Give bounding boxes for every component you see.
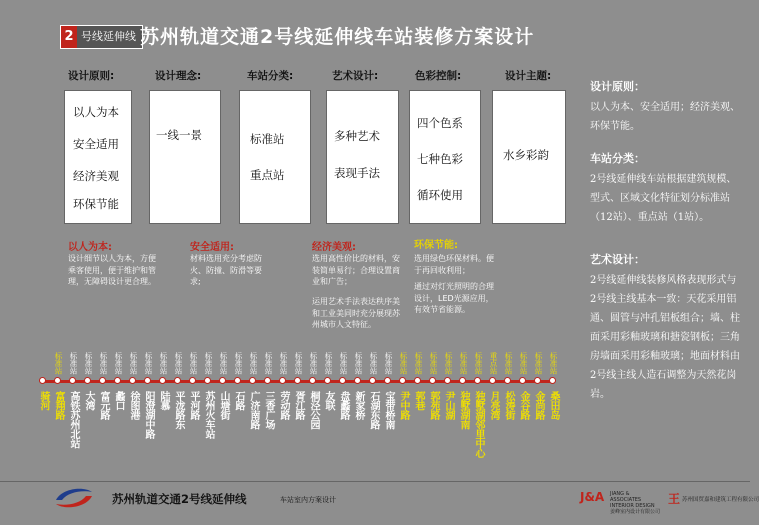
stop-type-label: 标准站 xyxy=(429,352,438,375)
box-item: 标准站 xyxy=(250,132,285,146)
note-title-eco: 环保节能: xyxy=(414,240,458,251)
stop-dot xyxy=(159,377,166,384)
stop-type-label: 标准站 xyxy=(84,352,93,375)
stop-dot xyxy=(339,377,346,384)
stop-type-label: 标准站 xyxy=(549,352,558,375)
category-label-theme: 设计主题: xyxy=(505,70,552,82)
stop-name: 新家桥 xyxy=(353,391,364,420)
stop-name: 月亮湾 xyxy=(488,391,499,420)
stop-type-label: 标准站 xyxy=(174,352,183,375)
stop-name: 石路 xyxy=(233,391,244,410)
stop-dot xyxy=(324,377,331,384)
stop-name: 郭苑路 xyxy=(428,391,439,420)
stop-type-label: 标准站 xyxy=(264,352,273,375)
stop-dot xyxy=(309,377,316,384)
stop-dot xyxy=(129,377,136,384)
note-title-people: 以人为本: xyxy=(68,242,112,253)
stop-name: 胥江路 xyxy=(293,391,304,420)
stop-type-label: 标准站 xyxy=(294,352,303,375)
stop-type-label: 标准站 xyxy=(384,352,393,375)
stop-dot xyxy=(99,377,106,384)
stop-dot xyxy=(219,377,226,384)
note-text-safety: 材料选用充分考虑防火、防撞、防滑等要求; xyxy=(190,254,262,286)
box-item: 环保节能 xyxy=(73,197,119,211)
category-label-classification: 车站分类: xyxy=(247,70,294,82)
stop-name: 三香广场 xyxy=(263,391,274,429)
stop-dot xyxy=(459,377,466,384)
box-item: 经济美观 xyxy=(73,169,119,183)
stop-type-label: 标准站 xyxy=(219,352,228,375)
stop-name: 宝带桥南 xyxy=(383,391,394,429)
metro-logo-icon xyxy=(52,486,96,510)
stop-dot xyxy=(279,377,286,384)
note-text-economy-2: 运用艺术手法表达秩序美和工业美同时充分展现苏州城市人文特征。 xyxy=(312,297,400,329)
note-text-eco: 选用绿色环保材料。便于再回收利用； xyxy=(414,254,494,275)
note-title-economy: 经济美观: xyxy=(312,242,356,253)
stop-type-label: 标准站 xyxy=(69,352,78,375)
stop-dot xyxy=(489,377,496,384)
stop-name: 劳动路 xyxy=(278,391,289,420)
box-art xyxy=(326,90,399,224)
right-text-classification: 2号线延伸线车站根据建筑规模、型式、区域文化特征划分标准站（12站）、重点站（1站）。 xyxy=(590,174,737,223)
note-text-economy: 选用高性价比的材料，安装简单易行；合理设置商业和广告； xyxy=(312,254,400,286)
stop-type-label: 标准站 xyxy=(189,352,198,375)
box-item: 重点站 xyxy=(250,168,285,182)
note-text-people: 设计细节以人为本，方便乘客使用，便于维护和管理，无障碍设计更合理。 xyxy=(68,254,156,286)
gm-logo-text: 苏州国贸嘉和建筑工程有限公司 xyxy=(682,497,759,503)
stop-name: 富翔路 xyxy=(53,391,64,420)
stop-type-label: 标准站 xyxy=(249,352,258,375)
stop-name: 金尚路 xyxy=(533,391,544,420)
stop-name: 蠡口 xyxy=(113,391,124,410)
stop-dot xyxy=(189,377,196,384)
stop-name: 桑田岛 xyxy=(548,391,559,420)
stop-name: 大湾 xyxy=(83,391,94,410)
stop-type-label: 标准站 xyxy=(159,352,168,375)
stop-type-label: 标准站 xyxy=(459,352,468,375)
stop-name: 阳澄湖中路 xyxy=(143,391,154,439)
stop-dot xyxy=(504,377,511,384)
category-label-color: 色彩控制: xyxy=(415,70,462,82)
stop-type-label: 标准站 xyxy=(414,352,423,375)
stop-dot xyxy=(54,377,61,384)
stop-name: 山塘街 xyxy=(218,391,229,420)
stop-dot xyxy=(174,377,181,384)
line-badge xyxy=(60,25,143,49)
stop-type-label: 标准站 xyxy=(144,352,153,375)
right-text-art: 2号线延伸线装修风格表现形式与2号线主线基本一致：天花采用铝通、圆管与冲孔铝板组合；墙、柱面采用彩釉玻璃和搪瓷钢板；三角房墙面采用彩釉玻璃；地面材料由2号线主线人造石调整为天然花岗岩。 xyxy=(590,275,740,400)
box-principle xyxy=(64,90,132,224)
stop-type-label: 标准站 xyxy=(234,352,243,375)
right-heading-principle: 设计原则： xyxy=(590,80,645,93)
category-label-art: 艺术设计: xyxy=(332,70,379,82)
stop-name: 独墅湖南 xyxy=(458,391,469,429)
stop-dot xyxy=(444,377,451,384)
stop-dot xyxy=(384,377,391,384)
stop-type-label: 标准站 xyxy=(504,352,513,375)
ja-logo-text: JIANG & ASSOCIATES INTERIOR DESIGN 姜峰室内设计有限公司 xyxy=(610,491,661,515)
stop-type-label: 标准站 xyxy=(399,352,408,375)
stop-dot xyxy=(369,377,376,384)
stop-dot xyxy=(84,377,91,384)
stop-type-label: 标准站 xyxy=(309,352,318,375)
gm-logo: 王 xyxy=(668,492,681,506)
stop-dot xyxy=(39,377,46,384)
stop-type-label: 标准站 xyxy=(204,352,213,375)
box-item: 七种色彩 xyxy=(417,152,463,166)
box-classification xyxy=(239,90,311,224)
right-text-principle: 以人为本、安全适用；经济美观、环保节能。 xyxy=(590,102,740,132)
stop-dot xyxy=(429,377,436,384)
right-heading-classification: 车站分类： xyxy=(590,152,645,165)
stop-dot xyxy=(114,377,121,384)
stop-type-label: 标准站 xyxy=(474,352,483,375)
right-heading-art: 艺术设计： xyxy=(590,253,645,266)
stop-name: 苏州火车站 xyxy=(203,391,214,439)
stop-type-label: 标准站 xyxy=(444,352,453,375)
stop-type-label: 标准站 xyxy=(519,352,528,375)
stop-type-label: 标准站 xyxy=(534,352,543,375)
stop-dot xyxy=(534,377,541,384)
stop-name: 桐泾公园 xyxy=(308,391,319,429)
stop-name: 广济南路 xyxy=(248,391,259,429)
stop-dot xyxy=(354,377,361,384)
box-item: 一线一景 xyxy=(156,128,202,142)
box-item: 以人为本 xyxy=(73,105,119,119)
stop-name: 徐图港 xyxy=(128,391,139,420)
box-item: 水乡彩韵 xyxy=(503,148,549,162)
box-concept xyxy=(149,90,221,224)
stop-type-label: 标准站 xyxy=(129,352,138,375)
stop-dot xyxy=(144,377,151,384)
box-item: 表现手法 xyxy=(334,166,380,180)
stop-dot xyxy=(69,377,76,384)
stop-dot xyxy=(264,377,271,384)
stop-name: 尹中路 xyxy=(398,391,409,420)
stop-type-label: 标准站 xyxy=(99,352,108,375)
stop-name: 石湖东路 xyxy=(368,391,379,429)
badge-number: 2 xyxy=(61,26,77,48)
box-item: 循环使用 xyxy=(417,188,463,202)
stop-name: 平河路 xyxy=(188,391,199,420)
stop-dot xyxy=(474,377,481,384)
stop-type-label: 标准站 xyxy=(114,352,123,375)
stop-name: 平泷路东 xyxy=(173,391,184,429)
footer-subtitle: 车站室内方案设计 xyxy=(280,496,336,504)
note-text-eco-2: 通过对灯光照明的合理设计，LED光源应用，有效节省能源。 xyxy=(414,282,494,314)
stop-name: 骑河 xyxy=(38,391,49,410)
stop-type-label: 标准站 xyxy=(54,352,63,375)
stop-type-label: 标准站 xyxy=(279,352,288,375)
stop-dot xyxy=(234,377,241,384)
stop-name: 郭巷 xyxy=(413,391,424,410)
stop-name: 尹山湖 xyxy=(443,391,454,420)
page-title: 苏州轨道交通2号线延伸线车站装修方案设计 xyxy=(140,26,535,48)
note-title-safety: 安全适用: xyxy=(190,242,234,253)
stop-type-label: 标准站 xyxy=(324,352,333,375)
stop-name: 高铁苏州北站 xyxy=(68,391,79,448)
badge-text: 号线延伸线 xyxy=(81,30,136,43)
stop-type-label: 标准站 xyxy=(339,352,348,375)
stop-dot xyxy=(249,377,256,384)
stop-name: 友联 xyxy=(323,391,334,410)
category-label-principle: 设计原则: xyxy=(68,70,115,82)
stop-dot xyxy=(414,377,421,384)
footer-title: 苏州轨道交通2号线延伸线 xyxy=(112,492,247,506)
stop-name: 松涛街 xyxy=(503,391,514,420)
box-color xyxy=(409,90,481,224)
footer-divider xyxy=(0,481,750,482)
box-item: 安全适用 xyxy=(73,137,119,151)
category-label-concept: 设计理念: xyxy=(155,70,202,82)
ja-logo: J&A xyxy=(580,490,605,504)
stop-dot xyxy=(204,377,211,384)
stop-type-label: 标准站 xyxy=(369,352,378,375)
stop-name: 陆慕 xyxy=(158,391,169,410)
stop-dot xyxy=(549,377,556,384)
stop-name: 富元路 xyxy=(98,391,109,420)
box-theme xyxy=(492,90,566,224)
stop-dot xyxy=(519,377,526,384)
right-panel xyxy=(590,78,740,404)
stop-dot xyxy=(399,377,406,384)
stop-type-label: 重点站 xyxy=(489,352,498,375)
stop-dot xyxy=(294,377,301,384)
box-item: 四个色系 xyxy=(417,116,463,130)
stop-name: 盘蠡路 xyxy=(338,391,349,420)
box-item: 多种艺术 xyxy=(334,129,380,143)
stop-type-label: 标准站 xyxy=(354,352,363,375)
stop-name: 金谷路 xyxy=(518,391,529,420)
stop-name: 独墅湖邻里中心 xyxy=(473,391,484,458)
